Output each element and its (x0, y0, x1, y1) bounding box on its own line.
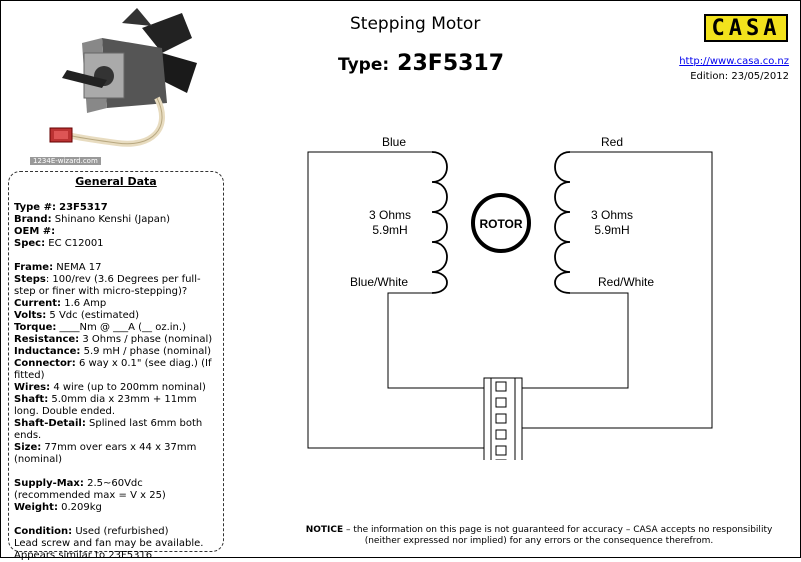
wire (522, 152, 712, 428)
rotor-label: ROTOR (479, 217, 523, 231)
steps-row (14, 274, 218, 298)
spec-row (14, 238, 218, 250)
notice-line2: (neither expressed nor implied) for any errors or the consequence therefrom. (364, 536, 714, 546)
website-link[interactable]: http://www.casa.co.nz (679, 56, 789, 67)
row-label: Supply-Max: (14, 478, 84, 489)
row-label: Resistance: (14, 334, 80, 345)
casa-logo: CASA (704, 14, 788, 42)
row-label: Connector: (14, 358, 76, 369)
frame-row (14, 262, 218, 274)
motor-photo (22, 8, 202, 168)
wires-row (14, 382, 218, 394)
row-value: 5.9 mH / phase (nominal) (83, 346, 212, 357)
row-label: Frame: (14, 262, 54, 273)
photo-caption: 1234E-wizard.com (30, 157, 101, 165)
row-label: Type #: (14, 202, 56, 213)
row-value: 1.6 Amp (64, 298, 107, 309)
edition-date: Edition: 23/05/2012 (690, 71, 789, 82)
row-label: Torque: (14, 322, 57, 333)
row-label: OEM #: (14, 226, 56, 237)
inductance-row (14, 346, 218, 358)
row-value: 4 wire (up to 200mm nominal) (53, 382, 206, 393)
row-value: 3 Ohms / phase (nominal) (82, 334, 213, 345)
row-value: Used (refurbished) (75, 526, 169, 537)
volts-row (14, 310, 218, 322)
left-mh: 5.9mH (372, 223, 408, 237)
row-label: Current: (14, 298, 62, 309)
general-data-panel (8, 171, 224, 561)
label-red-white: Red/White (597, 275, 655, 289)
note-line: Lead screw and fan may be available. (14, 538, 204, 549)
row-value: 0.209kg (61, 502, 102, 513)
row-label: Wires: (14, 382, 51, 393)
wire (308, 152, 484, 448)
type-heading (338, 51, 504, 76)
right-ohms: 3 Ohms (590, 208, 634, 222)
left-coil (432, 152, 447, 293)
right-mh: 5.9mH (594, 223, 630, 237)
row-label: Brand: (14, 214, 52, 225)
row-value: Splined last 6mm both ends. (14, 418, 203, 441)
row-value: 77mm over ears x 44 x 37mm (nominal) (14, 442, 197, 465)
supply-row (14, 478, 218, 502)
row-value: 2.5~60Vdc (recommended max = V x 25) (14, 478, 166, 501)
label-red: Red (600, 135, 624, 149)
shaft-detail-row (14, 418, 218, 442)
resistance-row (14, 334, 218, 346)
oem-row (14, 226, 218, 238)
row-value: : 100/rev (3.6 Degrees per full-step or finer with micro-stepping)? (14, 274, 201, 297)
page-title: Stepping Motor (350, 14, 481, 34)
wiring-diagram (300, 130, 720, 460)
type-label: Type: (338, 55, 390, 75)
notice-text (300, 525, 778, 547)
right-coil (555, 152, 570, 293)
condition-row (14, 526, 218, 538)
row-label: Size: (14, 442, 42, 453)
row-value: 5.0mm dia x 23mm + 11mm long. Double ended. (14, 394, 197, 417)
left-ohms: 3 Ohms (368, 208, 412, 222)
type-row (14, 202, 218, 214)
row-label: Shaft: (14, 394, 49, 405)
row-value: NEMA 17 (56, 262, 102, 273)
row-label: Volts: (14, 310, 47, 321)
row-value: 5 Vdc (estimated) (49, 310, 139, 321)
notice-label: NOTICE (305, 525, 344, 535)
row-label: Shaft-Detail: (14, 418, 86, 429)
row-label: Weight: (14, 502, 58, 513)
row-value: 6 way x 0.1" (see diag.) (If fitted) (14, 358, 212, 381)
current-row (14, 298, 218, 310)
row-label: Spec: (14, 238, 46, 249)
notice-line1: – the information on this page is not guaranteed for accuracy – CASA accepts no responsibility (343, 525, 773, 535)
row-value: 23F5317 (59, 202, 108, 213)
wire (388, 293, 484, 388)
row-label: Condition: (14, 526, 73, 537)
row-label: Steps (14, 274, 46, 285)
torque-row (14, 322, 218, 334)
row-value: Shinano Kenshi (Japan) (54, 214, 171, 225)
wire (522, 293, 628, 388)
row-value: ____Nm @ ___A (__ oz.in.) (59, 322, 186, 333)
shaft-row (14, 394, 218, 418)
size-row (14, 442, 218, 466)
weight-row (14, 502, 218, 514)
connector-6-way (484, 378, 522, 460)
label-blue: Blue (381, 135, 407, 149)
note-line: Appears similar to 23F5316 (14, 550, 153, 561)
connector-row (14, 358, 218, 382)
brand-row (14, 214, 218, 226)
type-value: 23F5317 (397, 51, 505, 76)
label-blue-white: Blue/White (349, 275, 409, 289)
row-label: Inductance: (14, 346, 81, 357)
general-data-heading: General Data (75, 175, 157, 188)
row-value: EC C12001 (48, 238, 104, 249)
